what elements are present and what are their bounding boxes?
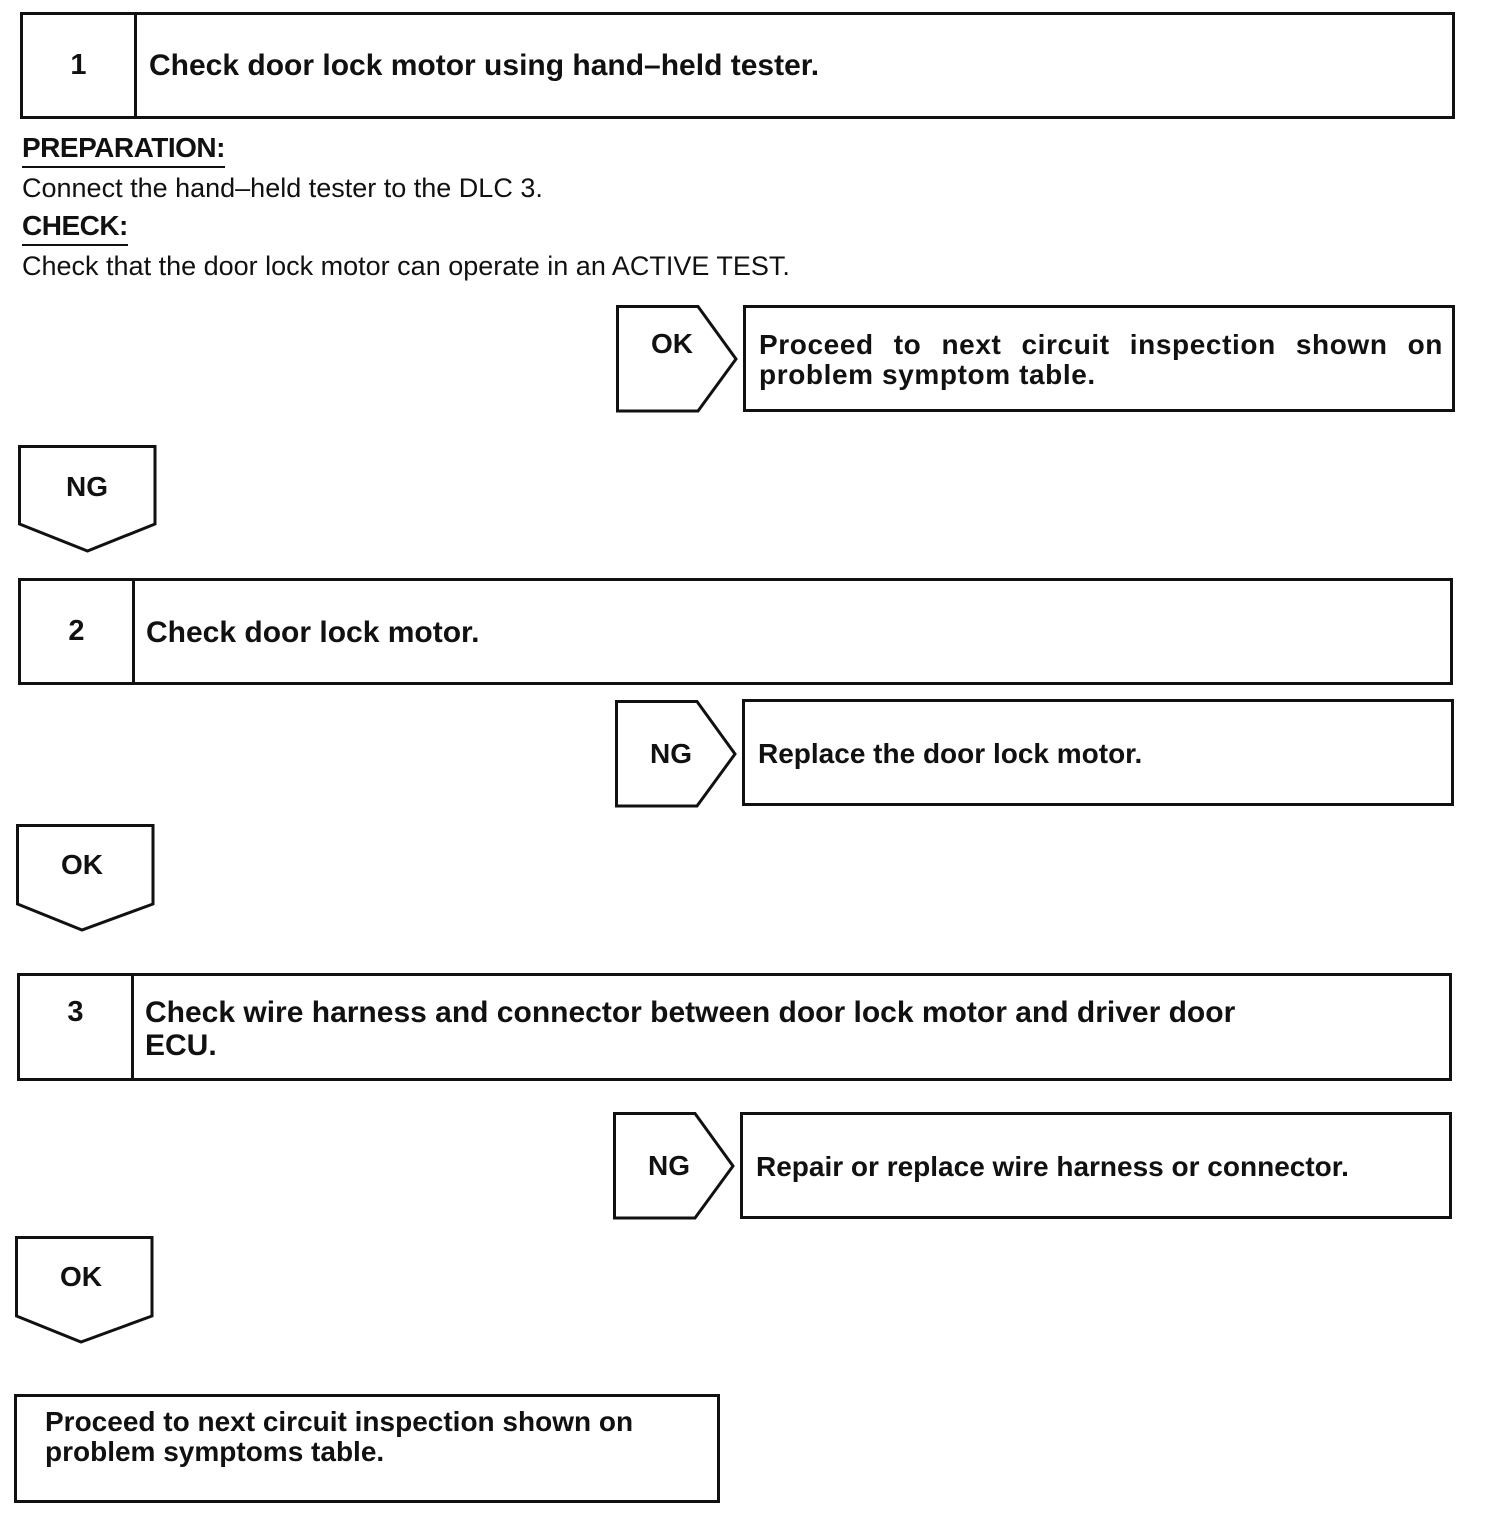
- step-1-box: [20, 12, 1455, 119]
- step-1-ok-result-box: [743, 305, 1455, 412]
- step-3-ok-label: OK: [60, 1261, 102, 1292]
- step-2-box: [18, 578, 1453, 685]
- step-1-ok-label: OK: [651, 328, 693, 359]
- step-1-ok-result-text: Proceed to next circuit inspection shown on problem symptom table.: [759, 329, 1443, 390]
- step-2-ng-label: NG: [650, 738, 692, 769]
- preparation-text: Connect the hand–held tester to the DLC 3.: [22, 173, 543, 203]
- step-3-box: [17, 973, 1452, 1081]
- step-2-ng-result-text: Replace the door lock motor.: [758, 738, 1143, 769]
- step-3-number: 3: [20, 976, 134, 1078]
- step-2-number: 2: [21, 581, 135, 682]
- preparation-heading: PREPARATION:: [22, 132, 225, 164]
- step-1-number: 1: [23, 15, 137, 116]
- step-3-ng-result-box: [740, 1112, 1452, 1219]
- step-2-ng-result-box: [742, 699, 1454, 806]
- final-result-line1: Proceed to next circuit inspection shown on: [45, 1406, 634, 1437]
- step-2-title: Check door lock motor.: [146, 616, 480, 649]
- check-heading: CHECK:: [22, 210, 128, 242]
- final-result-line2: problem symptoms table.: [45, 1436, 385, 1467]
- final-result-box: [14, 1394, 720, 1503]
- step-1-title: Check door lock motor using hand–held tester.: [149, 49, 820, 82]
- step-1-ng-label: NG: [66, 471, 108, 502]
- check-text: Check that the door lock motor can operate in an ACTIVE TEST.: [22, 251, 790, 281]
- step-3-ng-result-text: Repair or replace wire harness or connector.: [756, 1151, 1349, 1182]
- step-3-title-line1: Check wire harness and connector between door lock motor and driver door: [145, 996, 1236, 1029]
- step-3-ng-label: NG: [648, 1150, 690, 1181]
- step-3-title-line2: ECU.: [145, 1029, 217, 1062]
- step-2-ok-label: OK: [61, 849, 103, 880]
